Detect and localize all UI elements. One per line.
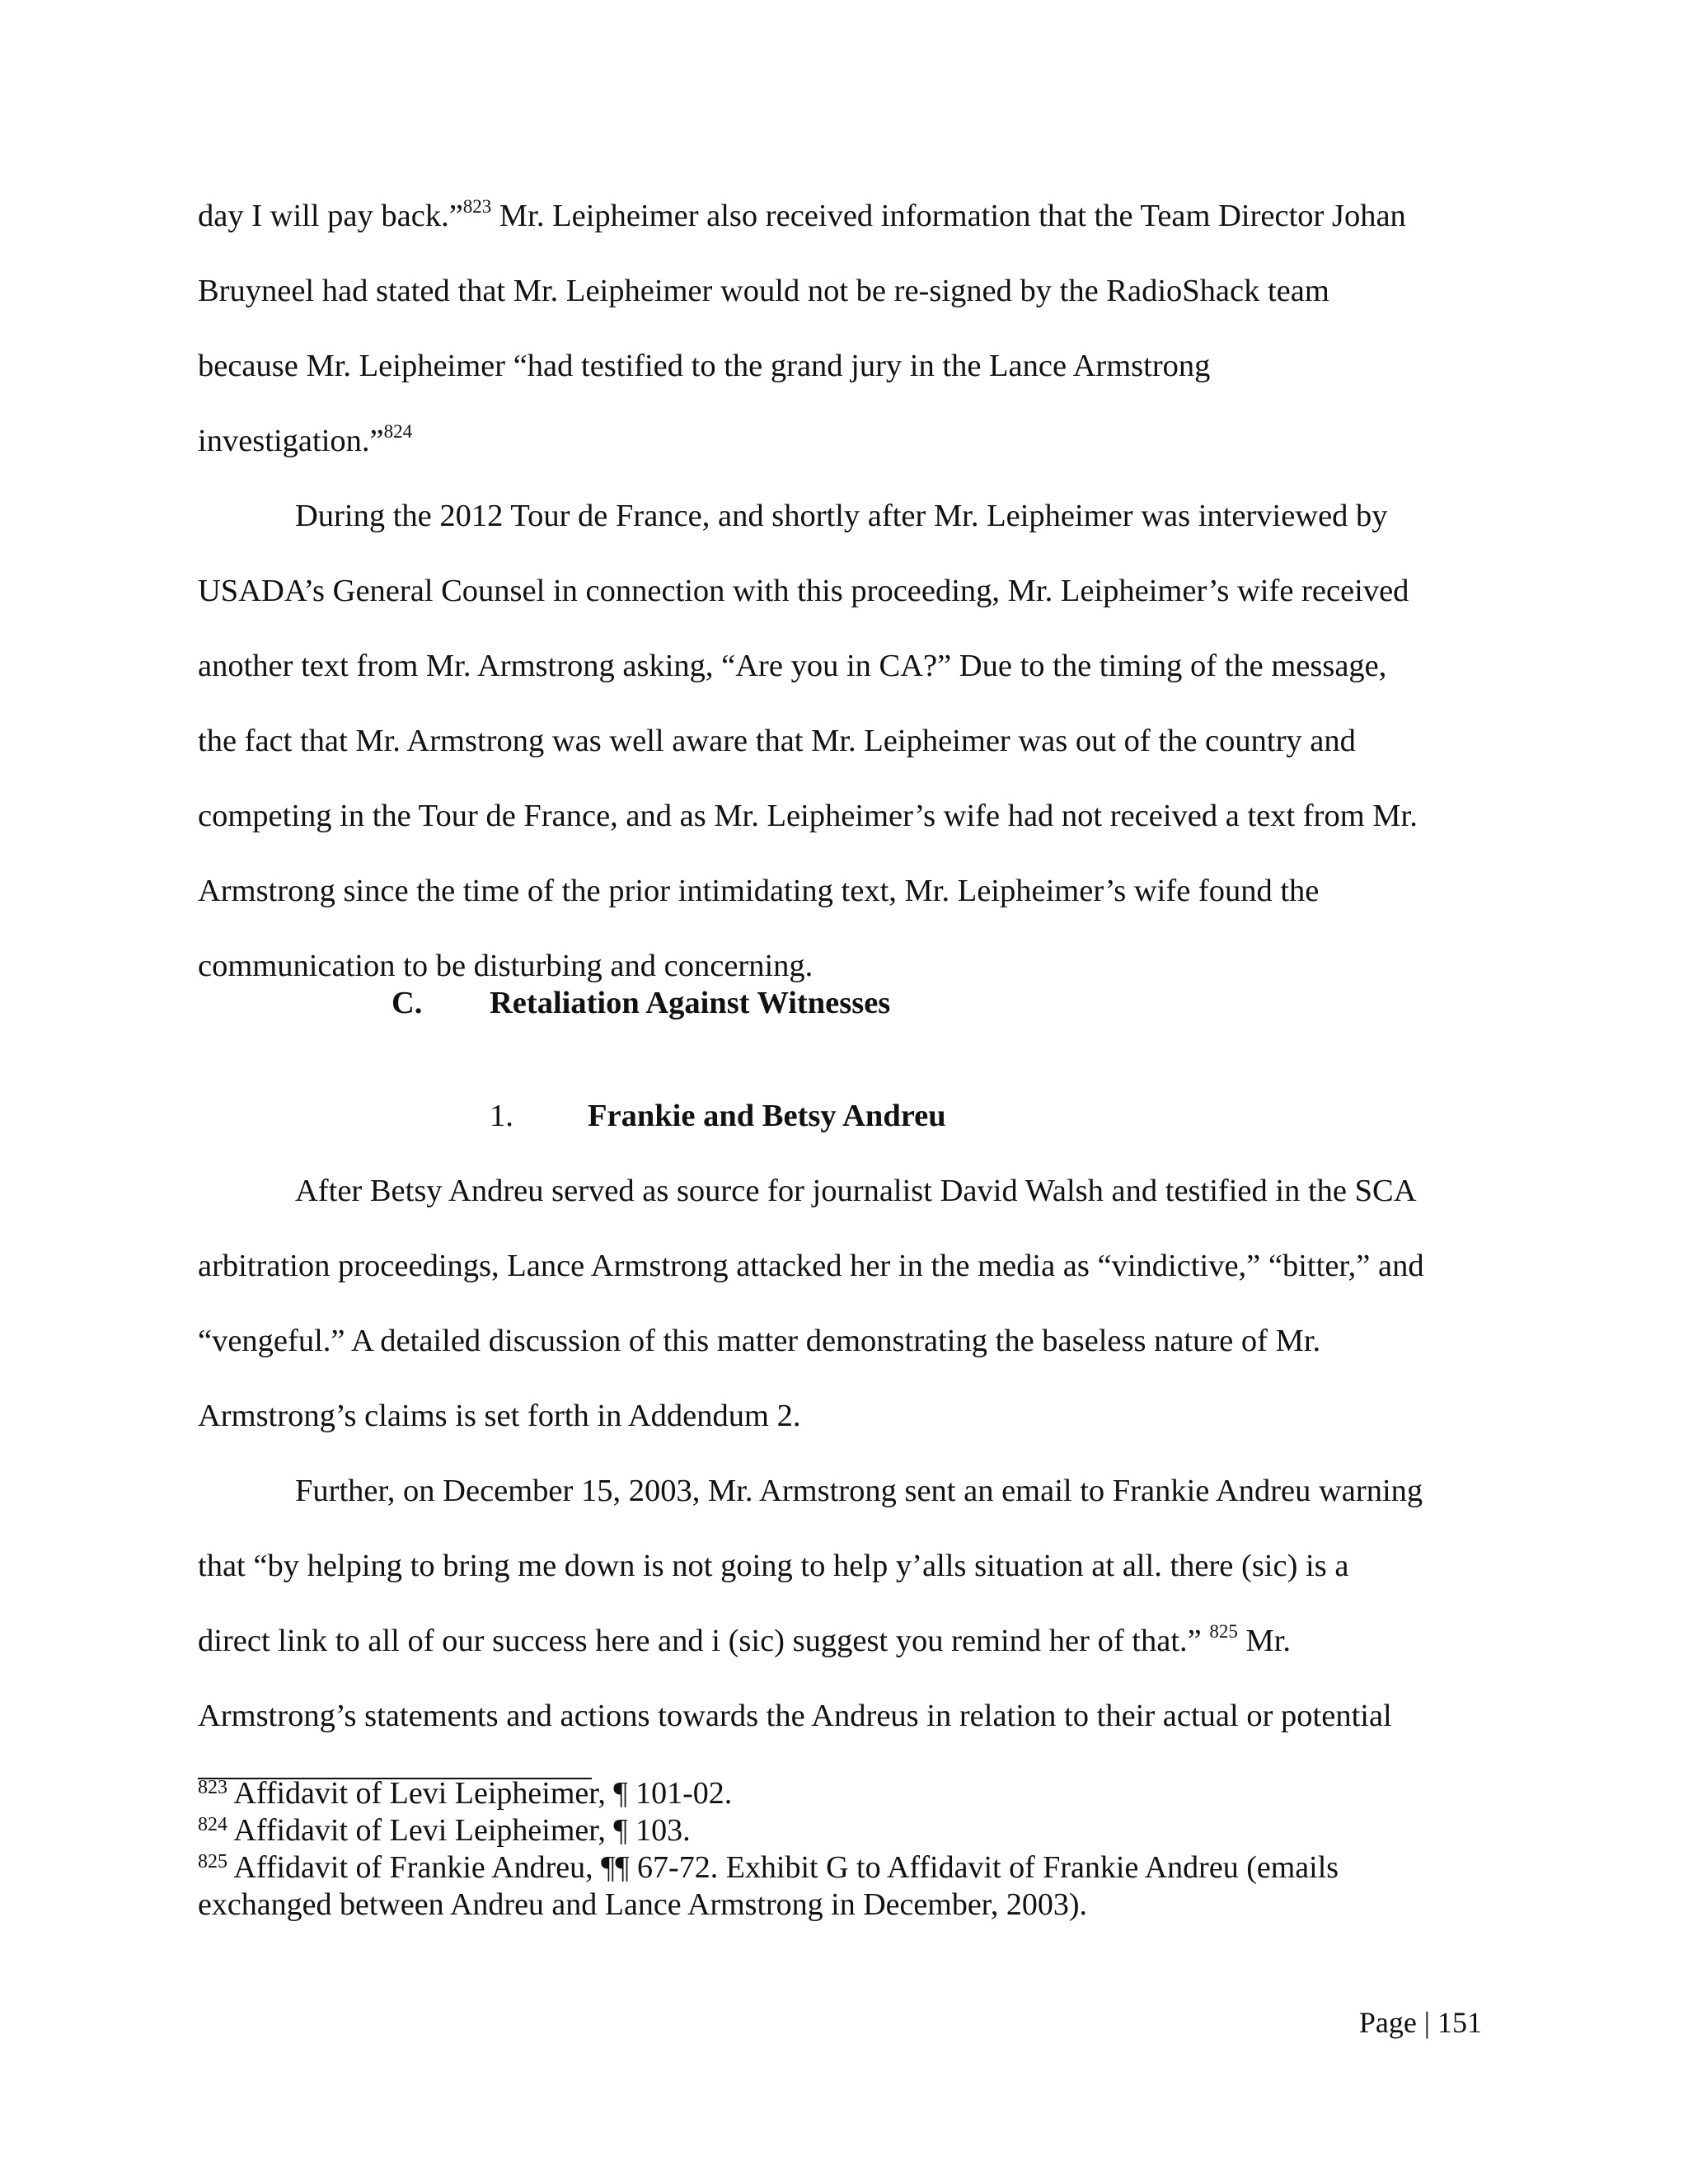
footnote-823: $^{823}$ Affidavit of Levi Leipheimer, ¶ 101-02. <box>198 1776 733 1811</box>
body-line-11: communication to be disturbing and concerning. <box>198 949 814 983</box>
body-line-17: that “by helping to bring me down is not going to help y’alls situation at all. there (sic) is a <box>198 1549 1349 1583</box>
page-number: Page | 151 <box>1358 2006 1482 2039</box>
footnote-ref-824[interactable]: 824 <box>383 421 413 443</box>
subsection-number: 1. <box>490 1099 513 1133</box>
section-letter: C. <box>392 986 423 1020</box>
body-line-14: “vengeful.” A detailed discussion of this matter demonstrating the baseless nature of Mr. <box>198 1324 1321 1358</box>
footnote-825: $^{825}$ Affidavit of Frankie Andreu, ¶¶ 67-72. Exhibit G to Affidavit of Frankie Andreu (emails <box>198 1850 1339 1885</box>
body-line-19: Armstrong’s statements and actions towards the Andreus in relation to their actual or potential <box>198 1699 1392 1733</box>
body-line-9: competing in the Tour de France, and as Mr. Leipheimer’s wife had not received a text from Mr. <box>198 799 1418 833</box>
body-line-4: investigation.”$^{824}$ <box>198 421 413 458</box>
body-line-10: Armstrong since the time of the prior intimidating text, Mr. Leipheimer’s wife found the <box>198 874 1320 908</box>
footnote-ref-825[interactable]: 825 <box>1209 1621 1238 1643</box>
body-line-2: Bruyneel had stated that Mr. Leipheimer would not be re-signed by the RadioShack team <box>198 274 1329 308</box>
subsection-title: Frankie and Betsy Andreu <box>588 1099 946 1133</box>
body-line-3: because Mr. Leipheimer “had testified to the grand jury in the Lance Armstrong <box>198 349 1211 383</box>
body-line-13: arbitration proceedings, Lance Armstrong attacked her in the media as “vindictive,” “bitter,” and <box>198 1249 1424 1283</box>
body-line-5: During the 2012 Tour de France, and shortly after Mr. Leipheimer was interviewed by <box>295 499 1388 533</box>
body-line-6: USADA’s General Counsel in connection with this proceeding, Mr. Leipheimer’s wife received <box>198 574 1409 608</box>
section-title: Retaliation Against Witnesses <box>490 986 891 1020</box>
footnote-ref-823[interactable]: 823 <box>462 196 492 218</box>
body-line-15: Armstrong’s claims is set forth in Addendum 2. <box>198 1399 801 1433</box>
body-line-1: day I will pay back.”$^{823}$ Mr. Leipheimer also received information that the Team Director Johan <box>198 196 1406 233</box>
body-line-16: Further, on December 15, 2003, Mr. Armstrong sent an email to Frankie Andreu warning <box>295 1474 1423 1508</box>
body-line-8: the fact that Mr. Armstrong was well aware that Mr. Leipheimer was out of the country and <box>198 724 1356 758</box>
body-line-18: direct link to all of our success here and i (sic) suggest you remind her of that.” $^{825}$ Mr. <box>198 1621 1292 1658</box>
footnote-825-continued: exchanged between Andreu and Lance Armstrong in December, 2003). <box>198 1887 1087 1922</box>
body-line-7: another text from Mr. Armstrong asking, “Are you in CA?” Due to the timing of the message, <box>198 649 1387 683</box>
footnote-824: $^{824}$ Affidavit of Levi Leipheimer, ¶ 103. <box>198 1813 691 1848</box>
body-line-12: After Betsy Andreu served as source for journalist David Walsh and testified in the SCA <box>295 1174 1417 1208</box>
